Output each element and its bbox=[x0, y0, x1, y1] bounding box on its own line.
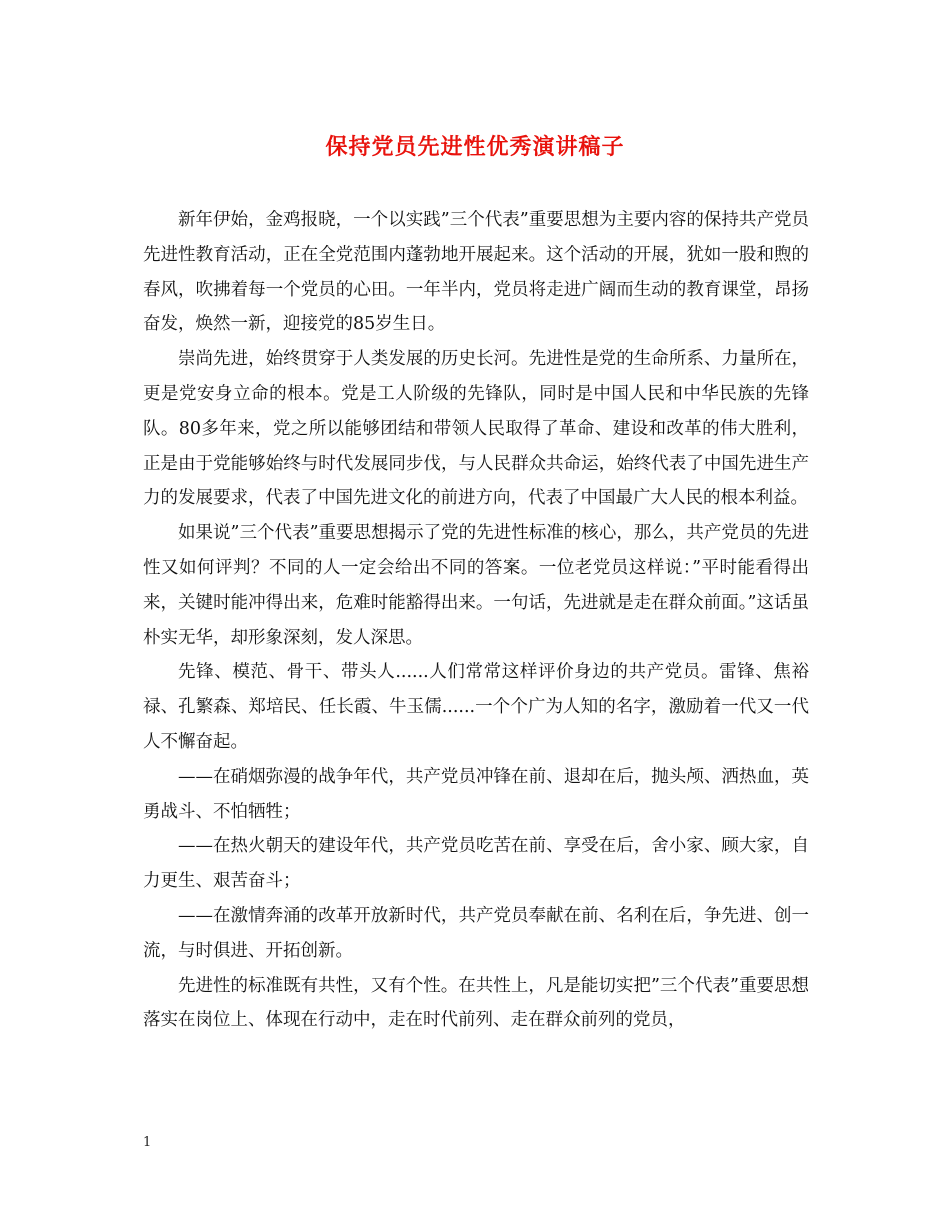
page-number: 1 bbox=[143, 1135, 152, 1150]
document-body bbox=[143, 203, 809, 1038]
paragraph-8: 先进性的标准既有共性，又有个性。在共性上，凡是能切实把”三个代表”重要思想落实在岗位上、体现在行动中，走在时代前列、走在群众前列的党员， bbox=[143, 975, 809, 1031]
paragraph-5: ——在硝烟弥漫的战争年代，共产党员冲锋在前、退却在后，抛头颅、洒热血，英勇战斗、不怕牺牲； bbox=[143, 766, 809, 822]
paragraph-6: ——在热火朝天的建设年代，共产党员吃苦在前、享受在后，舍小家、顾大家，自力更生、艰苦奋斗； bbox=[143, 836, 809, 892]
paragraph-4: 先锋、模范、骨干、带头人......人们常常这样评价身边的共产党员。雷锋、焦裕禄、孔繁森、郑培民、任长霞、牛玉儒......一个个广为人知的名字，激励着一代又一代人不懈奋起。 bbox=[143, 662, 809, 752]
paragraph-2: 崇尚先进，始终贯穿于人类发展的历史长河。先进性是党的生命所系、力量所在，更是党安身立命的根本。党是工人阶级的先锋队，同时是中国人民和中华民族的先锋队。80多年来，党之所以能够团结和带领人民取得了革命、建设和改革的伟大胜利，正是由于党能够始终与时代发展同步伐，与人民群众共命运，始终代表了中国先进生产力的发展要求，代表了中国先进文化的前进方向，代表了中国最广大人民的根本利益。 bbox=[143, 349, 809, 509]
document-title: 保持党员先进性优秀演讲稿子 bbox=[325, 134, 625, 160]
paragraph-3: 如果说”三个代表”重要思想揭示了党的先进性标准的核心，那么，共产党员的先进性又如何评判？不同的人一定会给出不同的答案。一位老党员这样说：”平时能看得出来，关键时能冲得出来，危难时能豁得出来。一句话，先进就是走在群众前面。”这话虽朴实无华，却形象深刻，发人深思。 bbox=[143, 523, 809, 648]
paragraph-7: ——在激情奔涌的改革开放新时代，共产党员奉献在前、名利在后，争先进、创一流，与时俱进、开拓创新。 bbox=[143, 905, 809, 961]
paragraph-1: 新年伊始，金鸡报晓，一个以实践”三个代表”重要思想为主要内容的保持共产党员先进性教育活动，正在全党范围内蓬勃地开展起来。这个活动的开展，犹如一股和煦的春风，吹拂着每一个党员的心田。一年半内，党员将走进广阔而生动的教育课堂，昂扬奋发，焕然一新，迎接党的85岁生日。 bbox=[143, 210, 809, 335]
